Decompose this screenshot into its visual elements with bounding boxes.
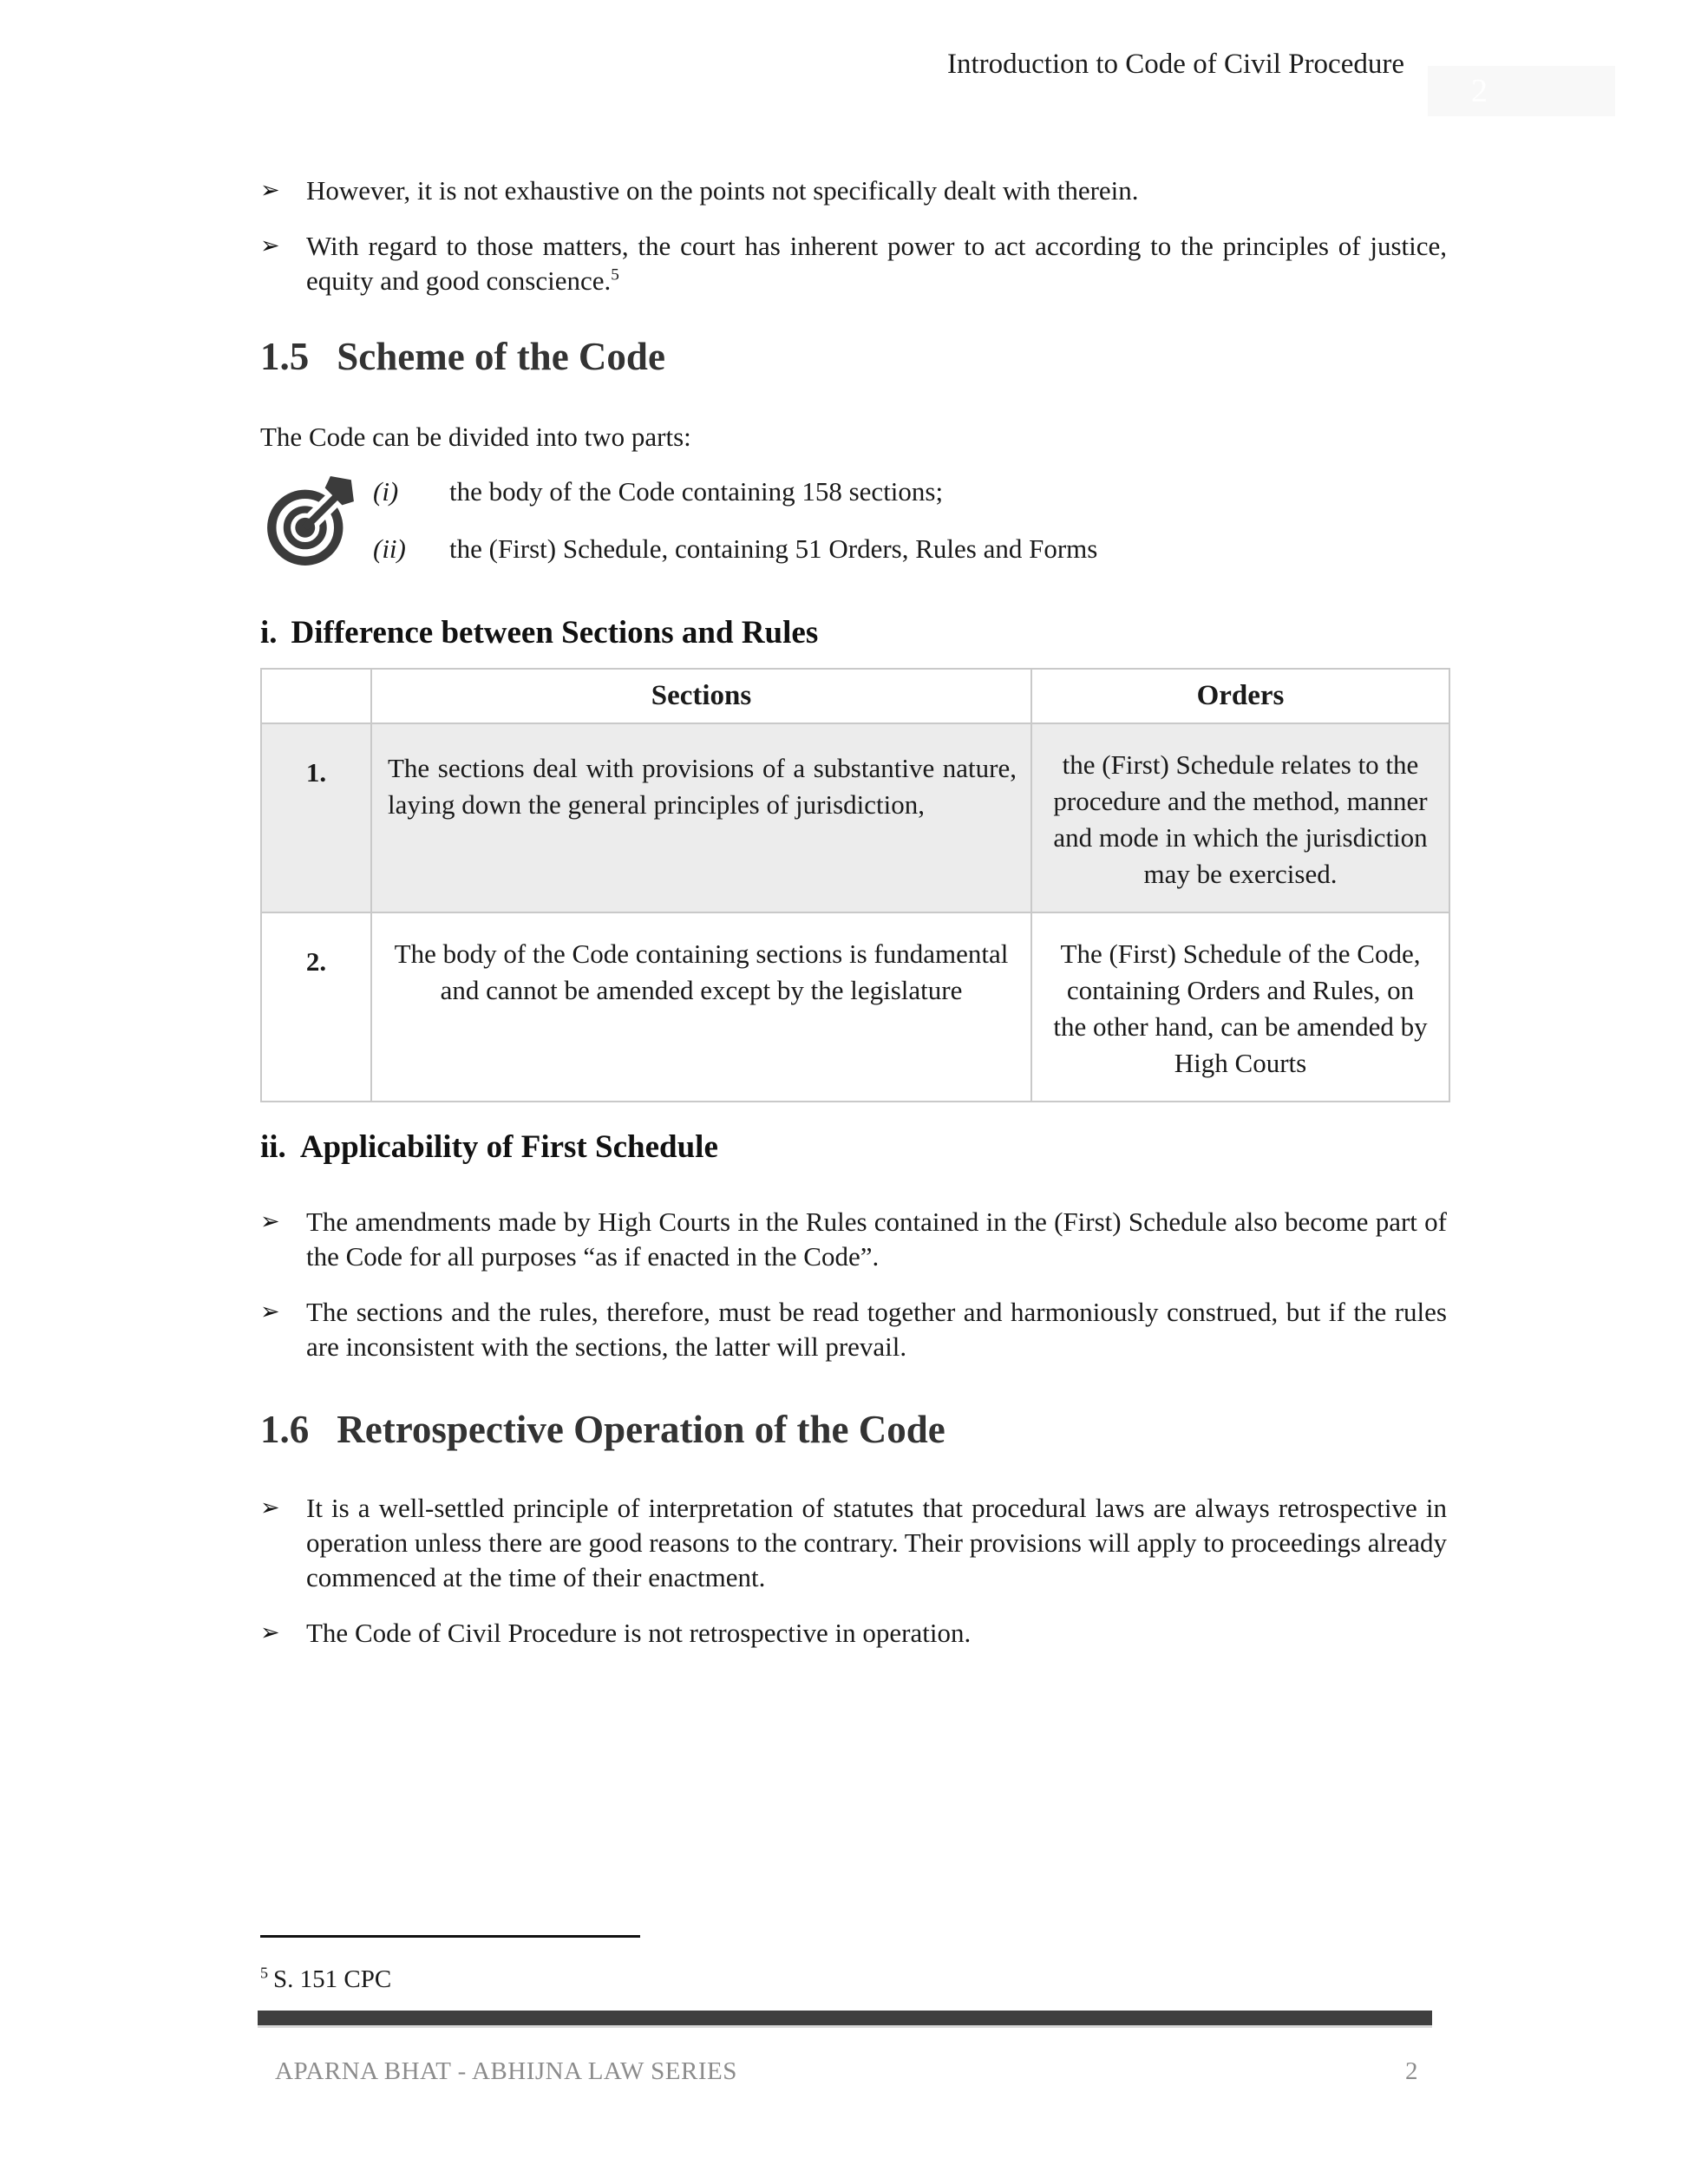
footnote-marker: 5: [260, 1964, 268, 1982]
table-row: [261, 723, 1449, 912]
list-item: [373, 474, 1097, 509]
list-item-text: the body of the Code containing 158 sections;: [449, 476, 944, 507]
bullet-text: The sections and the rules, therefore, must be read together and harmoniously construed, but if the rules are inconsistent with the sections, the latter will prevail.: [306, 1297, 1447, 1362]
page-number-badge: [1428, 66, 1615, 116]
footnote-reference: 5: [611, 265, 619, 284]
subsection-prefix: i.: [260, 615, 278, 651]
intro-bullet-list: [260, 173, 1447, 298]
roman-numeral-marker: (ii): [373, 533, 406, 564]
scheme-parts-list: [373, 474, 1097, 566]
subsection-heading-ii: [260, 1127, 1447, 1168]
bullet-text: [306, 173, 1447, 208]
target-dart-icon: [265, 472, 356, 569]
subsection-title: Applicability of First Schedule: [299, 1129, 718, 1165]
list-item: [373, 532, 1097, 566]
section-title: Retrospective Operation of the Code: [337, 1408, 945, 1451]
bullet-text: [306, 229, 1447, 298]
list-item: [260, 1491, 1447, 1595]
footer-series-title: APARNA BHAT - ABHIJNA LAW SERIES: [275, 2057, 737, 2085]
list-item: [260, 1205, 1447, 1274]
orders-cell: The (First) Schedule of the Code, containing Orders and Rules, on the other hand, can be amended by High Courts: [1031, 912, 1449, 1102]
sections-orders-table: [260, 668, 1450, 1102]
table-header-row: [261, 669, 1449, 723]
section-number: 1.6: [260, 1408, 310, 1451]
retrospective-bullet-list: [260, 1491, 1447, 1651]
subsection-heading-i: [260, 612, 1447, 654]
table-header-orders: Orders: [1031, 669, 1449, 723]
list-item: [260, 1616, 1447, 1651]
arrow-bullet-icon: ➢: [260, 1619, 280, 1646]
table-header-empty: [261, 669, 371, 723]
section-number: 1.5: [260, 335, 310, 378]
arrow-bullet-icon: ➢: [260, 232, 280, 259]
footnote: [260, 1965, 391, 1994]
arrow-bullet-icon: ➢: [260, 177, 280, 204]
arrow-bullet-icon: ➢: [260, 1208, 280, 1235]
footer-bar: [258, 2011, 1432, 2028]
sections-cell: The body of the Code containing sections is fundamental and cannot be amended except by the legislature: [371, 912, 1031, 1102]
table-header-sections: Sections: [371, 669, 1031, 723]
page-content: [260, 173, 1447, 1651]
footer-page-number: 2: [1405, 2057, 1418, 2085]
list-item: [260, 1295, 1447, 1364]
bullet-text: It is a well-settled principle of interpretation of statutes that procedural laws are always retrospective in operation unless there are good reasons to the contrary. Their provisions will apply to proceedings already commenced at the time of their enactment.: [306, 1493, 1447, 1592]
page-footer: [275, 2057, 1418, 2086]
footnote-separator: [260, 1935, 640, 1938]
section-title: Scheme of the Code: [337, 335, 665, 378]
list-item: [260, 229, 1447, 298]
page-number-badge-value: 2: [1471, 73, 1488, 109]
section-intro-paragraph: The Code can be divided into two parts:: [260, 422, 691, 452]
header-title: Introduction to Code of Civil Procedure: [947, 49, 1404, 80]
arrow-bullet-icon: ➢: [260, 1494, 280, 1521]
roman-numeral-marker: (i): [373, 476, 399, 507]
sections-cell: The sections deal with provisions of a substantive nature, laying down the general principles of jurisdiction,: [371, 723, 1031, 912]
page-header: [260, 45, 1615, 116]
bullet-text-body: However, it is not exhaustive on the points not specifically dealt with therein.: [306, 175, 1139, 206]
section-heading-1-6: [260, 1404, 1447, 1455]
subsection-prefix: ii.: [260, 1129, 286, 1165]
section-heading-1-5: [260, 331, 1447, 382]
bullet-text-body: With regard to those matters, the court has inherent power to act according to the principles of justice, equity and good conscience.: [306, 231, 1447, 296]
orders-cell: the (First) Schedule relates to the procedure and the method, manner and mode in which the jurisdiction may be exercised.: [1031, 723, 1449, 912]
first-schedule-bullet-list: [260, 1205, 1447, 1364]
list-item: [260, 173, 1447, 208]
arrow-bullet-icon: ➢: [260, 1298, 280, 1325]
bullet-text: The amendments made by High Courts in the Rules contained in the (First) Schedule also become part of the Code for all purposes “as if enacted in the Code”.: [306, 1206, 1447, 1272]
row-number-cell: 2.: [261, 912, 371, 1102]
list-item-text: the (First) Schedule, containing 51 Orders, Rules and Forms: [449, 533, 1098, 564]
row-number-cell: 1.: [261, 723, 371, 912]
subsection-title: Difference between Sections and Rules: [291, 615, 819, 651]
scheme-parts-row: [265, 472, 1447, 569]
table-row: [261, 912, 1449, 1102]
footnote-text: S. 151 CPC: [272, 1965, 392, 1993]
bullet-text: The Code of Civil Procedure is not retrospective in operation.: [306, 1618, 972, 1648]
